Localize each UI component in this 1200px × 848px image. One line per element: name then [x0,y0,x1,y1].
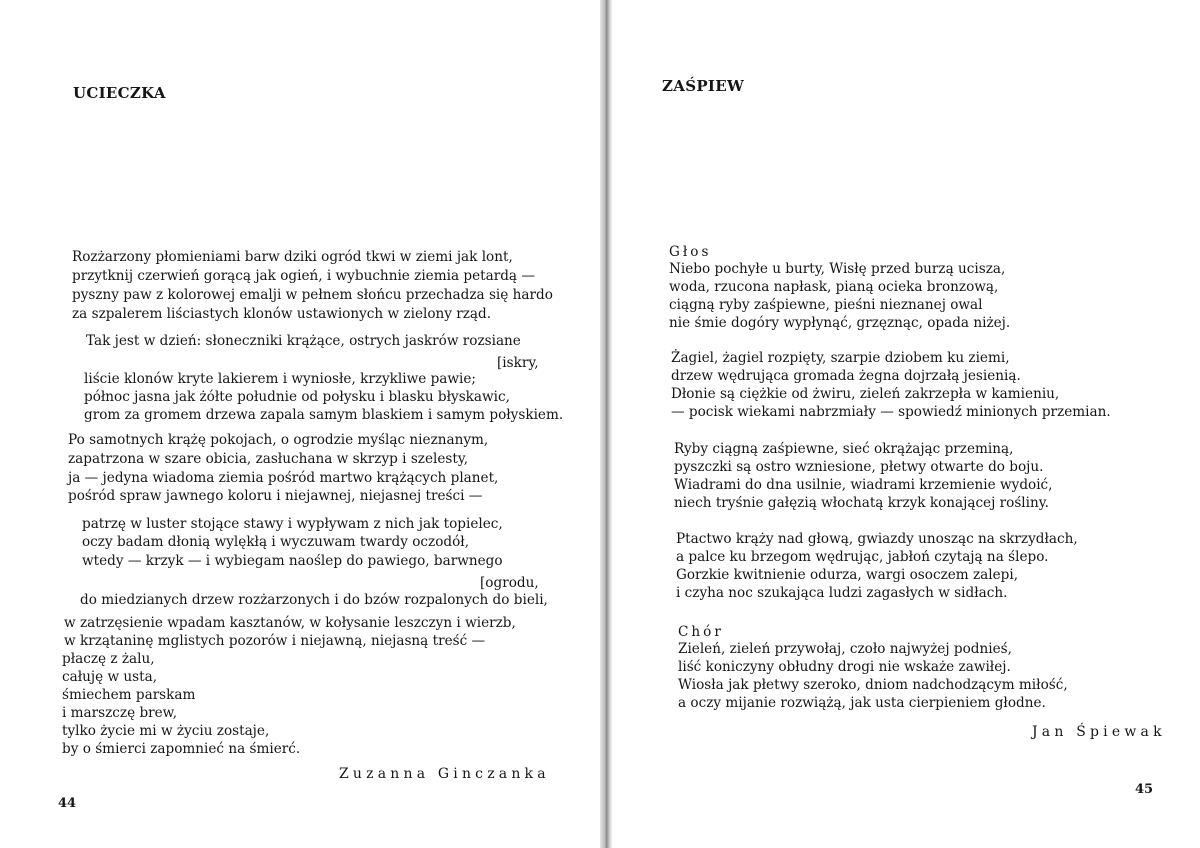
poem-line: zapatrzona w szare obicia, zasłuchana w skrzyp i szelesty, [68,451,469,467]
poem-body-zaspiew [612,0,1200,848]
poem-title-ucieczka: UCIECZKA [73,84,166,102]
poem-line: Wiadrami do dna usilnie, wiadrami krzemienie wydoić, [674,477,1053,493]
poem-line: niech tryśnie gałęzią włochatą krzyk konającej rośliny. [674,495,1049,511]
poem-line: Zieleń, zieleń przywołaj, czoło najwyżej podnieś, [678,641,1012,657]
poem-line: Wiosła jak płetwy szeroko, dniom nadchodzącym miłość, [678,677,1068,693]
poem-line: ja — jedyna wiadoma ziemia pośród martwo krążących planet, [68,470,499,486]
poem-line: tylko życie mi w życiu zostaje, [62,723,270,739]
poem-line: by o śmierci zapomnieć na śmierć. [62,741,301,757]
poem-line: liść koniczyny obłudny drogi nie wskaże zawiłej. [678,659,1011,675]
page-number: 45 [1135,782,1154,797]
poem-line: patrzę w luster stojące stawy i wypływam z nich jak topielec, [82,516,503,532]
poem-line: — pocisk wiekami nabrzmiały — spowiedź minionych przemian. [671,404,1111,420]
poem-line: pośród spraw jawnego koloru i niejawnej, niejasnej treści — [68,488,483,504]
poem-line: liście klonów kryte lakierem i wyniosłe, krzykliwe pawie; [84,371,477,387]
speaker-label: Głos [669,244,712,260]
poem-line: a oczy mijanie rozwiążą, jak usta cierpieniem głodne. [678,695,1046,711]
author-signature: Jan Śpiewak [1032,724,1166,740]
poem-line: do miedzianych drzew rozżarzonych i do bzów rozpalonych do bieli, [80,592,548,608]
poem-line: w krzątaninę mglistych pozorów i niejawną, niejasną treść — [64,633,486,649]
poem-line: Tak jest w dzień: słoneczniki krążące, ostrych jaskrów rozsiane [86,333,521,349]
poem-line: płaczę z żalu, [62,651,155,667]
poem-line: oczy badam dłonią wylękłą i wyczuwam twardy oczodół, [82,534,470,550]
poem-line: przytknij czerwień gorącą jak ogień, i wybuchnie ziemia petardą — [72,268,535,284]
poem-line: woda, rzucona napłask, pianą ocieka bronzową, [669,279,999,295]
poem-line: nie śmie dogóry wypłynąć, grzęznąc, opada niżej. [669,315,1011,331]
poem-line: Rozżarzony płomieniami barw dziki ogród tkwi w ziemi jak lont, [72,249,513,265]
poem-title-zaspiew: ZAŚPIEW [662,77,745,95]
poem-line: a palce ku brzegom wędrując, jabłoń czytają na ślepo. [676,549,1049,565]
poem-line: i czyha noc szukająca ludzi zagasłych w sidłach. [676,585,1008,601]
poem-line: i marszczę brew, [62,705,178,721]
poem-line: wtedy — krzyk — i wybiegam naoślep do pawiego, barwnego [82,553,503,569]
poem-line: pyszny paw z kolorowej emalji w pełnem słońcu przechadza się hardo [72,287,553,303]
poem-line: ciągną ryby zaśpiewne, pieśni nieznanej owal [669,297,983,313]
speaker-label: Chór [678,624,724,640]
poem-line: Gorzkie kwitnienie odurza, wargi osoczem zalepi, [676,567,1019,583]
poem-line: Niebo pochyłe u burty, Wisłę przed burzą ucisza, [669,261,1006,277]
poem-line: pyszczki są ostro wzniesione, płetwy otwarte do boju. [674,459,1044,475]
runover-fragment: [iskry, [497,355,539,371]
poem-line: w zatrzęsienie wpadam kasztanów, w kołysanie leszczyn i wierzb, [64,615,516,631]
author-signature: Zuzanna Ginczanka [339,766,550,782]
poem-line: Ryby ciągną zaśpiewne, sieć okrążając przeminą, [674,441,1014,457]
page-number: 44 [58,796,77,811]
poem-line: Ptactwo krąży nad głową, gwiazdy unosząc na skrzydłach, [676,531,1078,547]
poem-line: Żagiel, żagiel rozpięty, szarpie dziobem ku ziemi, [671,350,1010,366]
poem-line: śmiechem parskam [62,687,196,703]
book-gutter [600,0,612,848]
poem-line: za szpalerem liściastych klonów ustawionych w zielony rząd. [72,306,492,322]
right-page [612,0,1200,848]
poem-line: Po samotnych krążę pokojach, o ogrodzie myśląc nieznanym, [68,432,489,448]
poem-line: Dłonie są ciężkie od żwiru, zieleń zakrzepła w kamieniu, [671,386,1060,402]
poem-line: grom za gromem drzewa zapala samym blaskiem i samym połyskiem. [84,407,564,423]
runover-fragment: [ogrodu, [480,575,539,591]
poem-line: drzew wędrująca gromada żegna dojrzałą jesienią. [671,368,1021,384]
poem-line: całuję w usta, [62,669,158,685]
poem-line: północ jasna jak żółte południe od połysku i blasku błyskawic, [84,389,510,405]
